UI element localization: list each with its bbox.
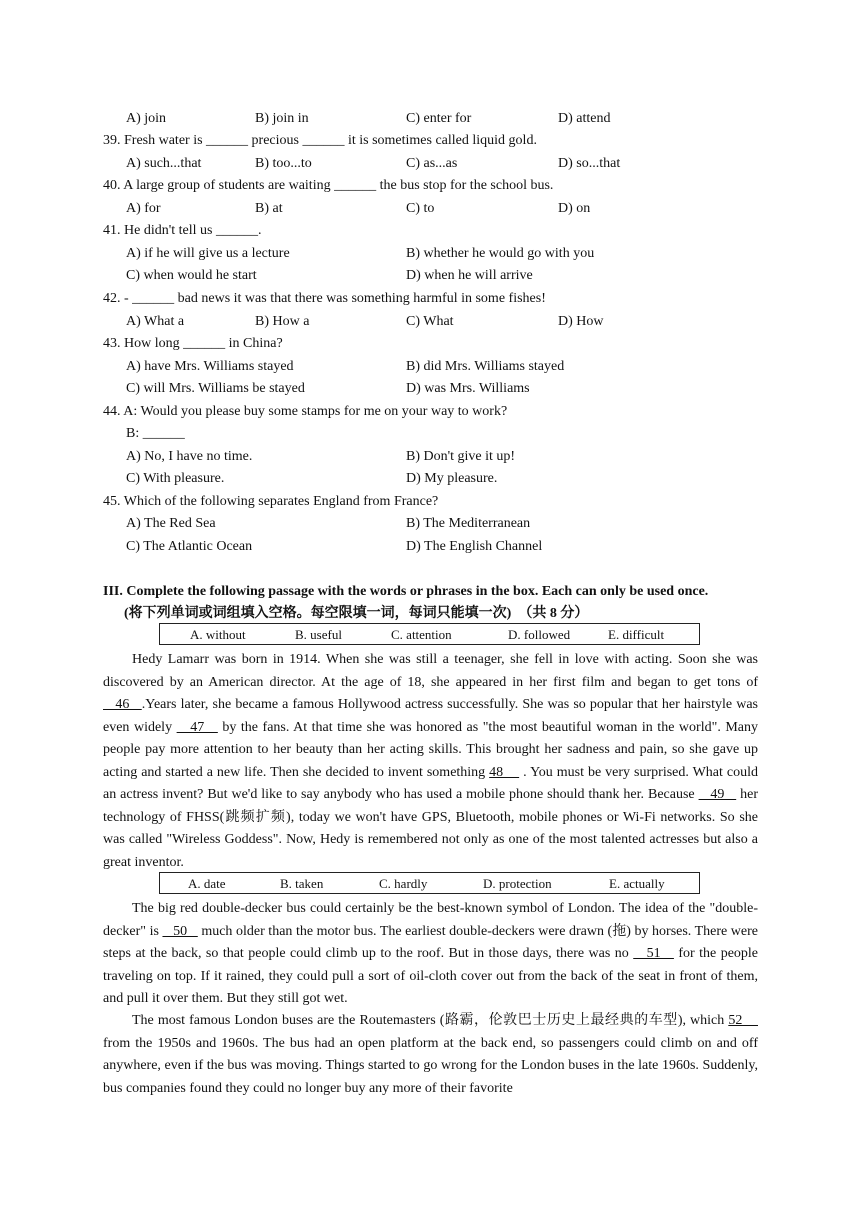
passage-paragraph-3: The most famous London buses are the Routemasters (路霸，伦敦巴士历史上最经典的车型), which 52 from the 1950s and 1960s. The bus had an open platform at the back end, so passengers could climb on and off anywhere, even if the bus was moving. Things started to go wrong for the London buses in the late 1960s. Suddenly, bus companies found they could no longer buy any more of their favorite [103, 1013, 758, 1096]
option-c: C) to [406, 201, 435, 216]
blank-51[interactable]: 51 [633, 946, 674, 961]
question-stem: 44. A: Would you please buy some stamps for me on your way to work? [103, 404, 508, 419]
word-option: C. hardly [379, 876, 428, 891]
word-option: B. taken [280, 876, 324, 891]
question-stem: 43. How long ______ in China? [103, 336, 283, 351]
option-a: A) No, I have no time. [126, 449, 253, 464]
option-b: B) at [255, 201, 283, 216]
option-a: A) What a [126, 314, 185, 329]
option-b: B) How a [255, 314, 310, 329]
option-b: B) join in [255, 111, 309, 126]
option-b: B) did Mrs. Williams stayed [406, 359, 565, 374]
question-stem: 41. He didn't tell us ______. [103, 223, 262, 238]
option-a: A) such...that [126, 156, 202, 171]
blank-48[interactable]: 48 [489, 764, 520, 780]
blank-49[interactable]: 49 [698, 787, 737, 802]
blank-52[interactable]: 52 [728, 1013, 758, 1028]
option-d: D) was Mrs. Williams [406, 381, 530, 396]
option-c: C) With pleasure. [126, 471, 225, 486]
section-instruction: (将下列单词或词组填入空格。每空限填一词，每词只能填一次) （共 8 分） [124, 606, 589, 621]
option-c: C) when would he start [126, 268, 257, 283]
option-a: A) for [126, 201, 161, 216]
word-option: E. difficult [608, 627, 665, 642]
option-c: C) as...as [406, 156, 458, 171]
option-c: C) What [406, 314, 454, 329]
option-d: D) How [558, 314, 604, 329]
option-d: D) so...that [558, 156, 621, 171]
option-c: C) will Mrs. Williams be stayed [126, 381, 305, 396]
question-stem-reply: B: ______ [126, 426, 185, 441]
option-b: B) too...to [255, 156, 312, 171]
question-stem: 39. Fresh water is ______ precious ______ it is sometimes called liquid gold. [103, 133, 537, 148]
option-c: C) The Atlantic Ocean [126, 539, 253, 554]
word-option: C. attention [391, 627, 452, 642]
passage-paragraph-1: Hedy Lamarr was born in 1914. When she was still a teenager, she fell in love with acting. Soon she was discovered by an American director. At the age of 18, she appeared in her first film and began to get tons of 46 .Years later, she became a famous Hollywood actress successfully. She was so popular that her hairstyle was even widely 47 by the fans. At that time she was honored as "the most beautiful woman in the world". Many people pay more attention to her beauty than her acting skills. This brought her sadness and pain, so she gave up acting and started a new life. Then she decided to invent something 48 . You must be very surprised. What could an actress invent? But we'd like to say anybody who has used a mobile phone should thank her. Because 49 her technology of FHSS(跳频扩频), today we won't have GPS, Bluetooth, mobile phones or Wi-Fi networks. So she was called "Wireless Goddess". Now, Hedy is remembered not only as one of the most talented actresses but also a great inventor. [103, 652, 759, 870]
word-option: D. followed [508, 627, 571, 642]
option-c: C) enter for [406, 111, 472, 126]
word-option: E. actually [609, 876, 665, 891]
question-stem: 45. Which of the following separates England from France? [103, 494, 439, 509]
option-d: D) attend [558, 111, 611, 126]
word-box-1 [159, 623, 700, 645]
blank-50[interactable]: 50 [162, 923, 198, 939]
passage-paragraph-2: The big red double-decker bus could certainly be the best-known symbol of London. The idea of the "double-decker" is 50 much older than the motor bus. The earliest double-deckers were drawn (拖) by horses. There were steps at the back, so that people could climb up to the roof. But in those days, there was no 51 for the people traveling on top. If it rained, they could pull a sort of oil-cloth cover out from the back of the seat in front of them, and pull it over them. But they still got wet. [103, 901, 759, 1006]
word-option: D. protection [483, 876, 552, 891]
section-heading: III. Complete the following passage with the words or phrases in the box. Each can only be used once. [103, 584, 709, 599]
option-d: D) My pleasure. [406, 471, 498, 486]
option-a: A) if he will give us a lecture [126, 246, 290, 261]
option-b: B) The Mediterranean [406, 516, 531, 531]
option-a: A) join [126, 111, 167, 126]
word-box-2 [159, 872, 700, 894]
option-a: A) The Red Sea [126, 516, 216, 531]
word-option: B. useful [295, 627, 342, 642]
blank-46[interactable]: 46 [103, 697, 142, 712]
question-stem: 40. A large group of students are waiting ______ the bus stop for the school bus. [103, 178, 554, 193]
option-d: D) The English Channel [406, 539, 543, 554]
word-option: A. date [188, 876, 226, 891]
word-option: A. without [190, 627, 246, 642]
option-b: B) whether he would go with you [406, 246, 595, 261]
blank-47[interactable]: 47 [176, 719, 218, 735]
option-d: D) when he will arrive [406, 268, 533, 283]
option-d: D) on [558, 201, 591, 216]
option-a: A) have Mrs. Williams stayed [126, 359, 294, 374]
question-stem: 42. - ______ bad news it was that there was something harmful in some fishes! [103, 291, 546, 306]
option-b: B) Don't give it up! [406, 449, 516, 464]
